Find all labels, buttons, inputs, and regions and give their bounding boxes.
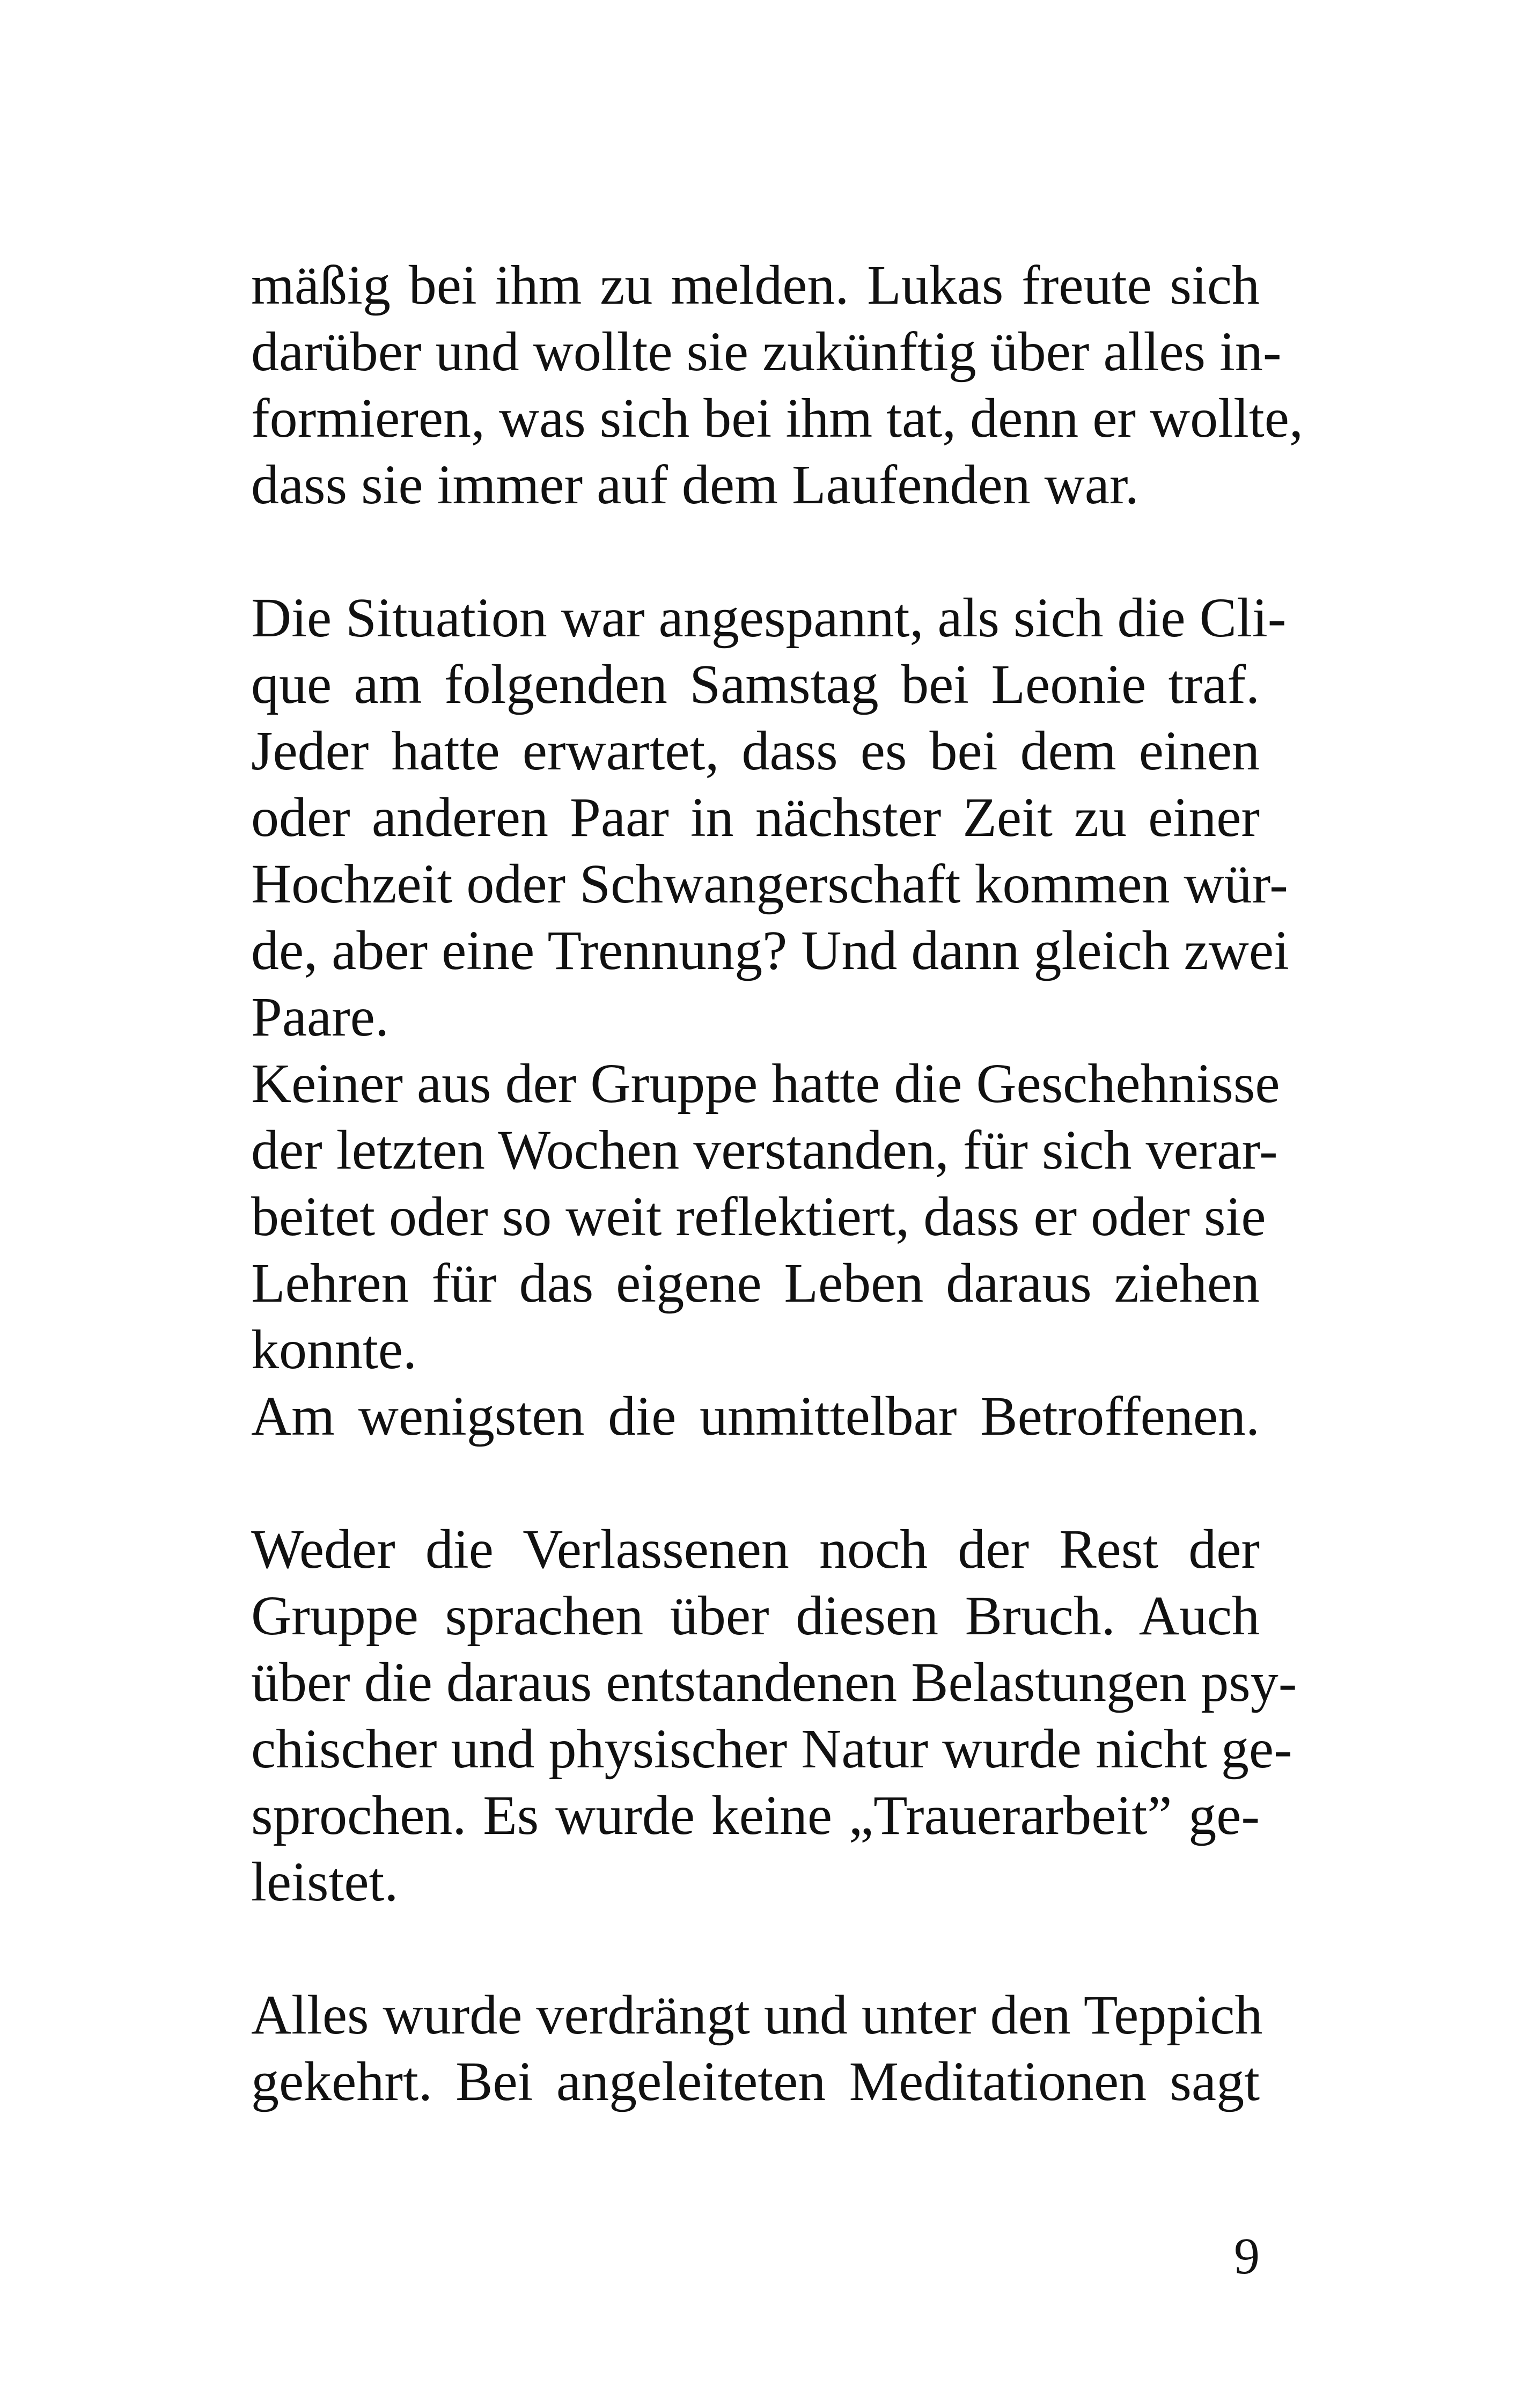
text-line: de, aber eine Trennung? Und dann gleich zwei (251, 920, 1289, 981)
paragraph (251, 1051, 1280, 1383)
text-line: leistet. (251, 1851, 399, 1913)
text-line: oder anderen Paar in nächster Zeit zu einer (251, 787, 1260, 848)
text-line: Weder die Verlassenen noch der Rest der (251, 1518, 1260, 1580)
paragraph-gap (251, 1915, 1260, 1982)
paragraph (251, 1383, 1260, 1450)
paragraph (251, 1982, 1263, 2115)
text-line: mäßig bei ihm zu melden. Lukas freute sich (251, 254, 1260, 316)
text-line: gekehrt. Bei angeleiteten Meditationen sagt (251, 2051, 1260, 2112)
text-line: sprochen. Es wurde keine „Trauerarbeit” ge- (251, 1785, 1260, 1846)
paragraph (251, 1516, 1297, 1915)
text-line: Die Situation war angespannt, als sich die Cli- (251, 587, 1287, 649)
paragraph (251, 585, 1289, 1051)
text-line: konnte. (251, 1319, 417, 1381)
text-line: formieren, was sich bei ihm tat, denn er wollte, (251, 387, 1303, 449)
text-line: beitet oder so weit reflektiert, dass er oder sie (251, 1186, 1266, 1247)
text-line: über die daraus entstandenen Belastungen psy- (251, 1651, 1297, 1713)
text-line: Lehren für das eigene Leben daraus ziehen (251, 1252, 1260, 1314)
text-line: der letzten Wochen verstanden, für sich verar- (251, 1119, 1278, 1181)
paragraph (251, 252, 1303, 518)
paragraph-gap (251, 1450, 1260, 1516)
text-line: Keiner aus der Gruppe hatte die Geschehnisse (251, 1053, 1280, 1114)
text-line: Gruppe sprachen über diesen Bruch. Auch (251, 1585, 1260, 1647)
text-line: que am folgenden Samstag bei Leonie traf. (251, 654, 1260, 715)
text-line: chischer und physischer Natur wurde nicht ge- (251, 1718, 1292, 1780)
text-line: dass sie immer auf dem Laufenden war. (251, 454, 1139, 516)
body-text (251, 252, 1303, 2115)
text-line: Alles wurde verdrängt und unter den Teppich (251, 1984, 1263, 2046)
text-line: Hochzeit oder Schwangerschaft kommen wür- (251, 853, 1288, 915)
text-line: Paare. (251, 986, 389, 1048)
text-line: Am wenigsten die unmittelbar Betroffenen. (251, 1385, 1260, 1447)
text-line: Jeder hatte erwartet, dass es bei dem einen (251, 720, 1260, 782)
paragraph-gap (251, 518, 1260, 585)
text-line: darüber und wollte sie zukünftig über alles in- (251, 321, 1282, 383)
page-number: 9 (1234, 2227, 1260, 2285)
